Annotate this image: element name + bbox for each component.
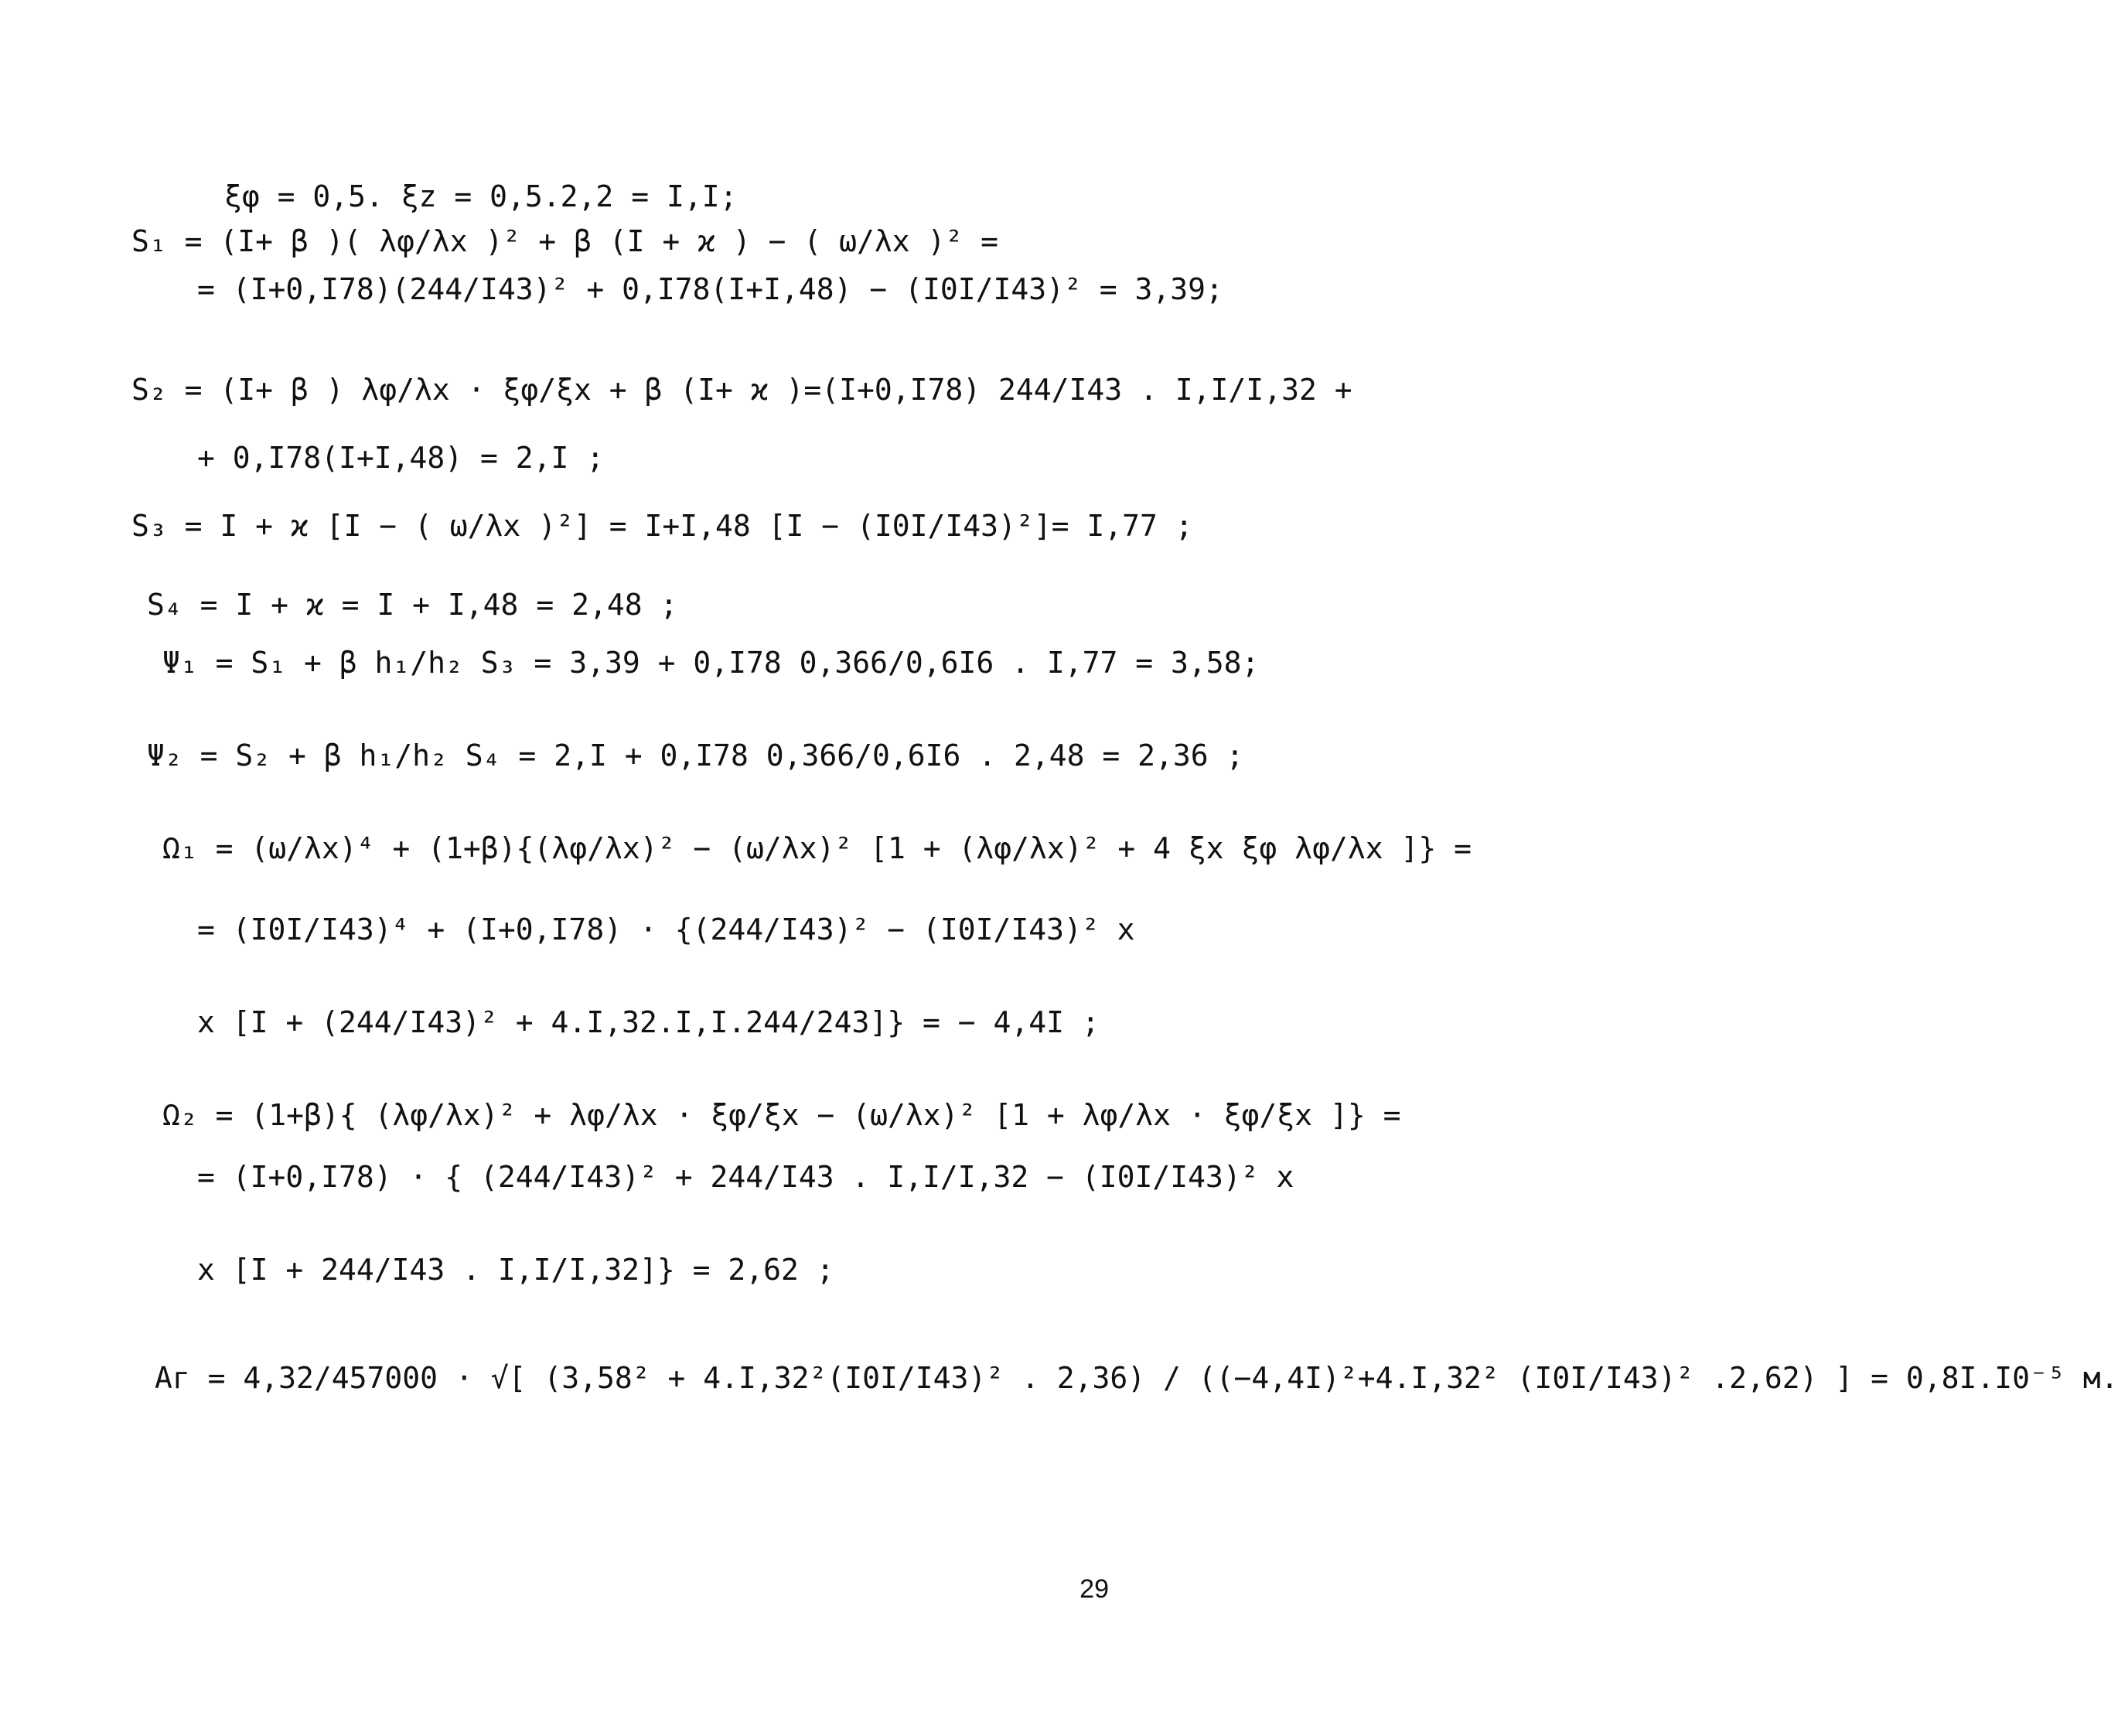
equation-s2: S₂ = (I+ β ) λφ/λx · ξφ/ξx + β (I+ ϰ )=(I+0,I78) 244/I43 . I,I/I,32 + [131,373,1352,407]
equation-omega2-value: x [I + 244/I43 . I,I/I,32]} = 2,62 ; [197,1253,834,1287]
equation-amplitude: Aг = 4,32/457000 · √[ (3,58² + 4.I,32²(I0I/I43)² . 2,36) / ((−4,4I)²+4.I,32² (I0I/I43)² .2,62) ] = 0,8I.I0⁻⁵ м. [155,1361,2118,1395]
equation-psi1: Ψ₁ = S₁ + β h₁/h₂ S₃ = 3,39 + 0,I78 0,366/0,6I6 . I,77 = 3,58; [162,646,1260,680]
equation-xi-phi: ξφ = 0,5. ξz = 0,5.2,2 = I,I; [224,179,738,213]
equation-s1: S₁ = (I+ β )( λφ/λx )² + β (I + ϰ ) − ( ω/λx )² = [131,224,999,258]
equation-omega2-substitution: = (I+0,I78) · { (244/I43)² + 244/I43 . I,I/I,32 − (I0I/I43)² x [197,1160,1294,1194]
equation-omega1-substitution: = (I0I/I43)⁴ + (I+0,I78) · {(244/I43)² − (I0I/I43)² x [197,912,1135,946]
equation-s3: S₃ = I + ϰ [I − ( ω/λx )²] = I+I,48 [I − (I0I/I43)²]= I,77 ; [131,509,1193,543]
equation-s1-value: = (I+0,I78)(244/I43)² + 0,I78(I+I,48) − (I0I/I43)² = 3,39; [197,272,1223,306]
equation-omega2: Ω₂ = (1+β){ (λφ/λx)² + λφ/λx · ξφ/ξx − (ω/λx)² [1 + λφ/λx · ξφ/ξx ]} = [162,1098,1401,1132]
equation-s4: S₄ = I + ϰ = I + I,48 = 2,48 ; [147,588,678,622]
equation-psi2: Ψ₂ = S₂ + β h₁/h₂ S₄ = 2,I + 0,I78 0,366/0,6I6 . 2,48 = 2,36 ; [147,738,1244,773]
equation-omega1-value: x [I + (244/I43)² + 4.I,32.I,I.244/243]} = − 4,4I ; [197,1005,1100,1039]
equation-omega1: Ω₁ = (ω/λx)⁴ + (1+β){(λφ/λx)² − (ω/λx)² [1 + (λφ/λx)² + 4 ξx ξφ λφ/λx ]} = [162,831,1472,865]
equation-s2-value: + 0,I78(I+I,48) = 2,I ; [197,441,605,475]
page-number: 29 [1079,1574,1109,1604]
